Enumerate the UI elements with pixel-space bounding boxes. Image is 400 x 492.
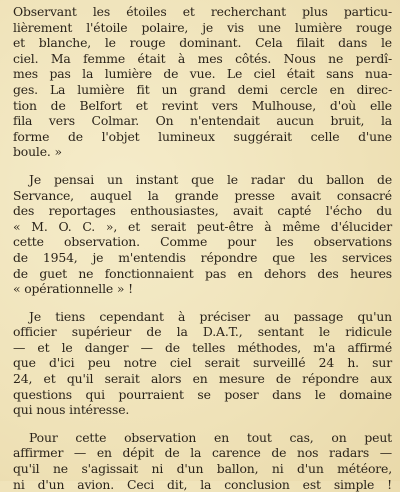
text-line: Je tiens cependant à préciser au passage qu'un (29, 308, 392, 324)
text-line: questions qui pourraient se poser dans le domaine (13, 386, 392, 402)
text-line: « opérationnelle » ! (13, 281, 133, 297)
text-line: affirmer — en dépit de la carence de nos radars — (13, 445, 392, 461)
text-line: ciel. Ma femme était à mes côtés. Nous ne perdî- (13, 50, 392, 66)
text-line: qui nous intéresse. (13, 402, 130, 418)
paragraph-1 (13, 4, 392, 160)
text-line: lièrement l'étoile polaire, je vis une lumière rouge (13, 19, 392, 35)
text-line: et blanche, le rouge dominant. Cela filait dans le (13, 35, 392, 51)
text-line: qu'il ne s'agissait ni d'un ballon, ni d'un météore, (13, 461, 392, 477)
paragraph-4 (13, 430, 392, 492)
text-line: ni d'un avion. Ceci dit, la conclusion est simple ! (13, 476, 392, 492)
text-line: boule. » (13, 144, 62, 160)
text-line: mes pas la lumière de vue. Le ciel était sans nua- (13, 66, 392, 82)
text-line: ges. La lumière fit un grand demi cercle en direc- (13, 81, 392, 97)
text-line: Observant les étoiles et recherchant plus particu- (13, 4, 392, 19)
paragraph-3 (13, 309, 392, 418)
text-line: de guet ne fonctionnaient pas en dehors des heures (13, 265, 392, 281)
text-line: « M. O. C. », et serait peut-être à même d'élucider (13, 218, 392, 234)
text-line: des reportages enthousiastes, avait capté l'écho du (13, 203, 392, 219)
text-line: tion de Belfort et revint vers Mulhouse, d'où elle (13, 97, 392, 113)
text-line: de 1954, je m'entendis répondre que les services (13, 249, 392, 265)
text-line: forme de l'objet lumineux suggérait celle d'une (13, 128, 392, 144)
text-line: Je pensai un instant que le radar du ballon de (29, 171, 392, 187)
text-line: Servance, auquel la grande presse avait consacré (13, 187, 392, 203)
text-line: officier supérieur de la D.A.T., sentant le ridicule (13, 324, 392, 340)
paragraph-2 (13, 172, 392, 297)
text-line: que d'ici peu notre ciel serait surveillé 24 h. sur (13, 355, 392, 371)
text-line: — et le danger — de telles méthodes, m'a affirmé (13, 339, 392, 355)
text-line: Pour cette observation en tout cas, on peut (29, 429, 392, 445)
text-line: 24, et qu'il serait alors en mesure de répondre aux (13, 371, 392, 387)
text-line: fila vers Colmar. On n'entendait aucun bruit, la (13, 113, 392, 129)
text-line: cette observation. Comme pour les observations (13, 234, 392, 250)
